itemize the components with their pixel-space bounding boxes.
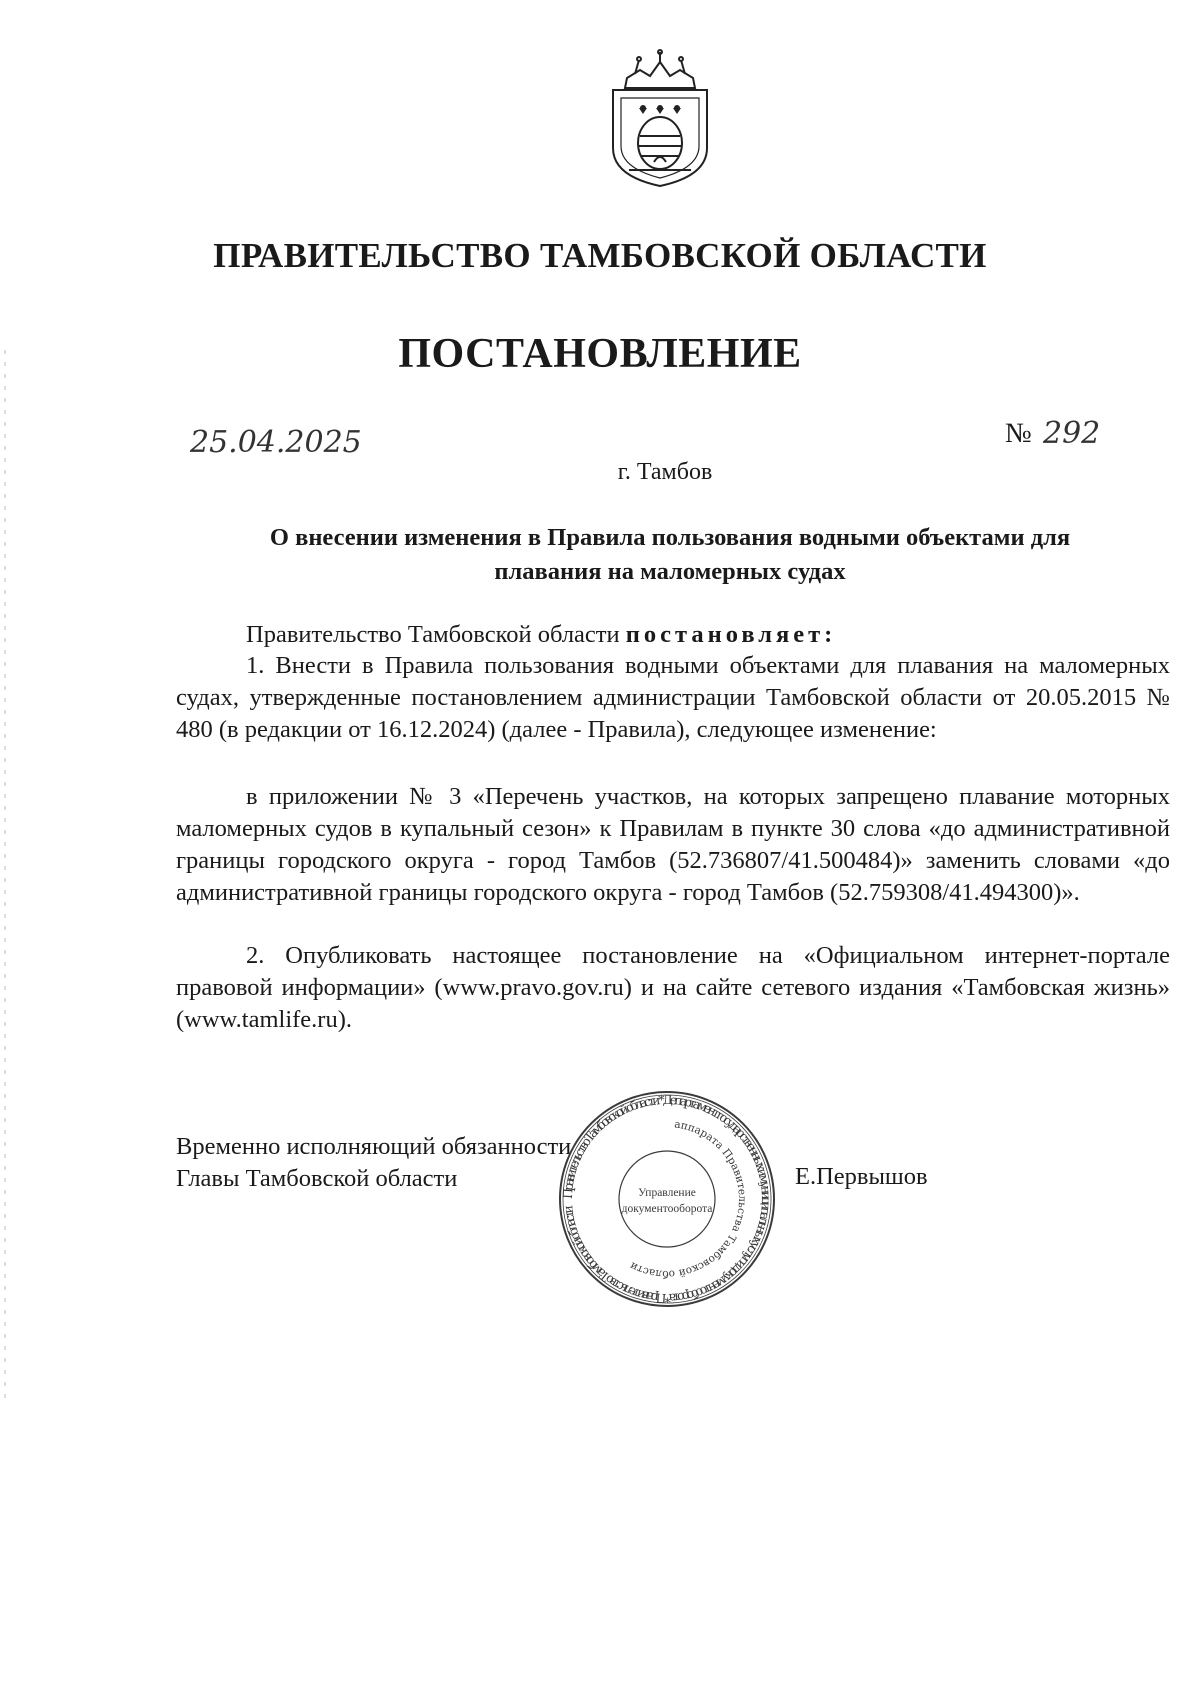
- document-title-line-1: О внесении изменения в Правила пользования водными объектами для: [269, 524, 1071, 551]
- document-number-label: №: [1005, 418, 1032, 449]
- document-title: [170, 521, 1170, 589]
- stamp-center-line-2: документооборота: [621, 1203, 713, 1215]
- stamp-center-line-1: Управление: [638, 1187, 696, 1199]
- signatory-position-line-2: Главы Тамбовской области: [176, 1165, 458, 1192]
- intro-paragraph: [176, 619, 1170, 651]
- item-1-paragraph: 1. Внести в Правила пользования водными объектами для плавания на маломерных судах, утвержденные постановлением администрации Тамбовской области от 20.05.2015 № 480 (в редакции от 16.12.2024) (далее - Правила), следующее изменение:: [176, 652, 1170, 743]
- stamp-inner-ring-text: аппарата Правительства Тамбовской области: [628, 1118, 749, 1281]
- item-1-detail-paragraph: в приложении № 3 «Перечень участков, на которых запрещено плавание моторных маломерных судов в купальный сезон» к Правилам в пункте 30 слова «до административной границы городского округа - город Тамбов (52.736807/41.500484)» заменить словами «до административной границы городского округа - город Тамбов (52.759308/41.494300)».: [176, 783, 1170, 906]
- intro-prefix: Правительство Тамбовской области: [246, 621, 620, 648]
- document-date: 25.04.2025: [190, 425, 362, 460]
- document-type: ПОСТАНОВЛЕНИЕ: [398, 331, 802, 377]
- signatory-position-line-1: Временно исполняющий обязанности: [176, 1133, 572, 1160]
- signatory-name: Е.Первышов: [795, 1163, 928, 1190]
- stamp-outer-text: Правительство Тамбовской области * Департамент государственных и муниципальных услуг и документооборота * Правительство Тамбовской области: [559, 1091, 775, 1307]
- document-city: г. Тамбов: [617, 459, 713, 485]
- document-number: 292: [1043, 416, 1101, 451]
- item-2-paragraph: 2. Опубликовать настоящее постановление на «Официальном интернет-портале правовой информации» (www.pravo.gov.ru) и на сайте сетевого издания «Тамбовская жизнь» (www.tamlife.ru).: [176, 942, 1170, 1033]
- scan-edge-mark: [4, 350, 6, 1400]
- government-title: ПРАВИТЕЛЬСТВО ТАМБОВСКОЙ ОБЛАСТИ: [213, 236, 987, 275]
- official-stamp: [556, 1088, 778, 1310]
- intro-verb: постановляет:: [625, 621, 837, 648]
- document-title-line-2: плавания на маломерных судах: [494, 558, 846, 585]
- tambov-coat-of-arms-icon: [605, 48, 715, 188]
